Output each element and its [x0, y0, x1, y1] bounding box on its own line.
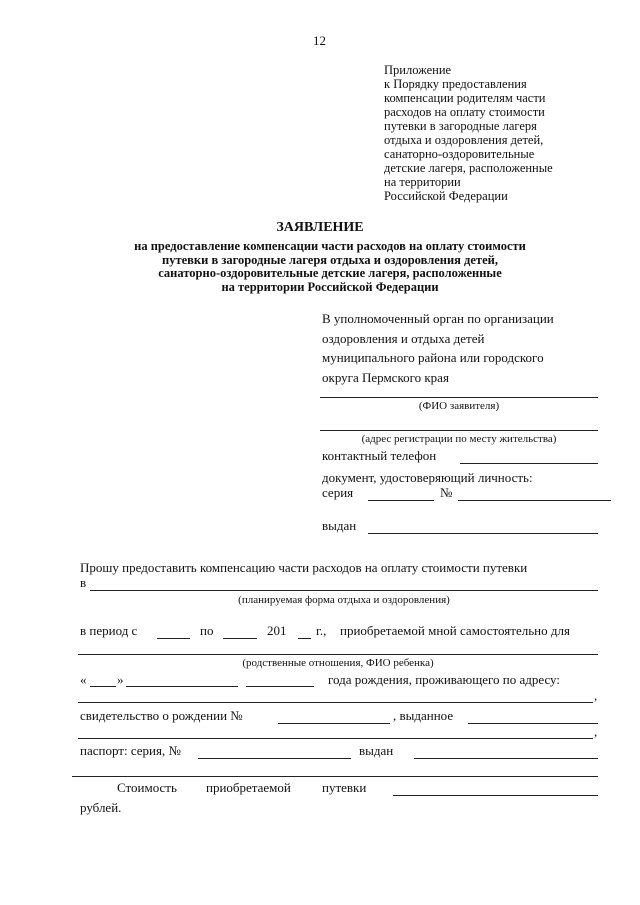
- in-label: в: [80, 575, 87, 590]
- fio-applicant-line[interactable]: [320, 397, 598, 398]
- phone-label: контактный телефон: [322, 448, 437, 463]
- comma: ,: [594, 724, 598, 739]
- recipient-line: муниципального района или городского: [322, 350, 544, 365]
- quote-open: «: [80, 672, 87, 687]
- year-line[interactable]: [298, 638, 311, 639]
- appendix-line: компенсации родителям части: [384, 91, 546, 105]
- passport-issued-line[interactable]: [414, 758, 598, 759]
- appendix-line: на территории: [384, 175, 461, 189]
- appendix-line: Приложение: [384, 63, 452, 77]
- subtitle-line: на предоставление компенсации части расходов на оплату стоимости: [134, 239, 526, 253]
- birth-cert-continuation-line[interactable]: [78, 738, 593, 739]
- year-label: 201: [267, 623, 287, 638]
- birth-cert-issued-line[interactable]: [468, 723, 598, 724]
- child-address-line[interactable]: [78, 702, 593, 703]
- passport-label: паспорт: серия, №: [80, 743, 181, 758]
- rubles-label: рублей.: [80, 800, 122, 815]
- page-number: 12: [313, 33, 326, 48]
- appendix-block: [384, 63, 553, 203]
- year-suffix: г.,: [316, 623, 327, 638]
- period-to-label: по: [200, 623, 214, 638]
- relation-line[interactable]: [78, 654, 598, 655]
- appendix-line: путевки в загородные лагеря: [384, 119, 537, 133]
- issued-line[interactable]: [368, 533, 598, 534]
- cost-word-2: приобретаемой: [206, 780, 291, 795]
- birth-year-text: года рождения, проживающего по адресу:: [328, 672, 560, 687]
- issued-label: выдан: [322, 518, 357, 533]
- quote-close: »: [117, 672, 124, 687]
- address-line[interactable]: [320, 430, 598, 431]
- phone-line[interactable]: [460, 463, 598, 464]
- relation-caption: (родственные отношения, ФИО ребенка): [242, 657, 434, 669]
- birth-month-line[interactable]: [126, 686, 238, 687]
- birth-cert-number-line[interactable]: [278, 723, 390, 724]
- cost-word-1: Стоимость: [117, 780, 177, 795]
- purchased-text: приобретаемой мной самостоятельно для: [340, 623, 570, 638]
- recipient-line: округа Пермского края: [322, 369, 449, 385]
- subtitle-line: путевки в загородные лагеря отдыха и оздоровления детей,: [162, 252, 498, 267]
- passport-continuation-line[interactable]: [72, 776, 598, 777]
- number-line[interactable]: [458, 500, 611, 501]
- document-label: документ, удостоверяющий личность:: [322, 470, 533, 485]
- birth-cert-issued-label: , выданное: [393, 708, 454, 723]
- recipient-block: [322, 309, 554, 387]
- appendix-line: Российской Федерации: [384, 189, 508, 203]
- subtitle-line: санаторно-оздоровительные детские лагеря, расположенные: [158, 266, 502, 280]
- number-sign: №: [440, 485, 453, 500]
- comma: ,: [594, 688, 598, 703]
- rest-form-caption: (планируемая форма отдыха и оздоровления): [238, 594, 450, 606]
- birth-year-line[interactable]: [246, 686, 314, 687]
- appendix-line: отдыха и оздоровления детей,: [384, 133, 544, 147]
- recipient-line: В уполномоченный орган по организации: [322, 311, 554, 326]
- cost-word-3: путевки: [322, 780, 367, 795]
- appendix-line: расходов на оплату стоимости: [384, 105, 545, 119]
- request-text: Прошу предоставить компенсацию части расходов на оплату стоимости путевки: [80, 560, 528, 575]
- series-label: серия: [322, 485, 354, 500]
- period-from-label: в период с: [80, 623, 138, 638]
- appendix-line: к Порядку предоставления: [384, 77, 527, 91]
- birth-cert-label: свидетельство о рождении №: [80, 708, 243, 723]
- passport-number-line[interactable]: [198, 758, 351, 759]
- fio-applicant-caption: (ФИО заявителя): [418, 400, 500, 412]
- subtitle-line: на территории Российской Федерации: [221, 279, 439, 294]
- period-to-line[interactable]: [223, 638, 257, 639]
- rest-form-line[interactable]: [90, 590, 598, 591]
- address-caption: (адрес регистрации по месту жительства): [361, 433, 557, 445]
- series-line[interactable]: [368, 500, 434, 501]
- document-subtitle: [80, 240, 580, 294]
- passport-issued-label: выдан: [359, 743, 394, 758]
- appendix-line: санаторно-оздоровительные: [384, 147, 535, 161]
- recipient-line: оздоровления и отдыха детей: [322, 330, 485, 346]
- appendix-line: детские лагеря, расположенные: [384, 161, 553, 175]
- document-title: ЗАЯВЛЕНИЕ: [276, 220, 364, 235]
- period-from-line[interactable]: [157, 638, 190, 639]
- birth-day-line[interactable]: [90, 686, 116, 687]
- cost-line[interactable]: [393, 795, 598, 796]
